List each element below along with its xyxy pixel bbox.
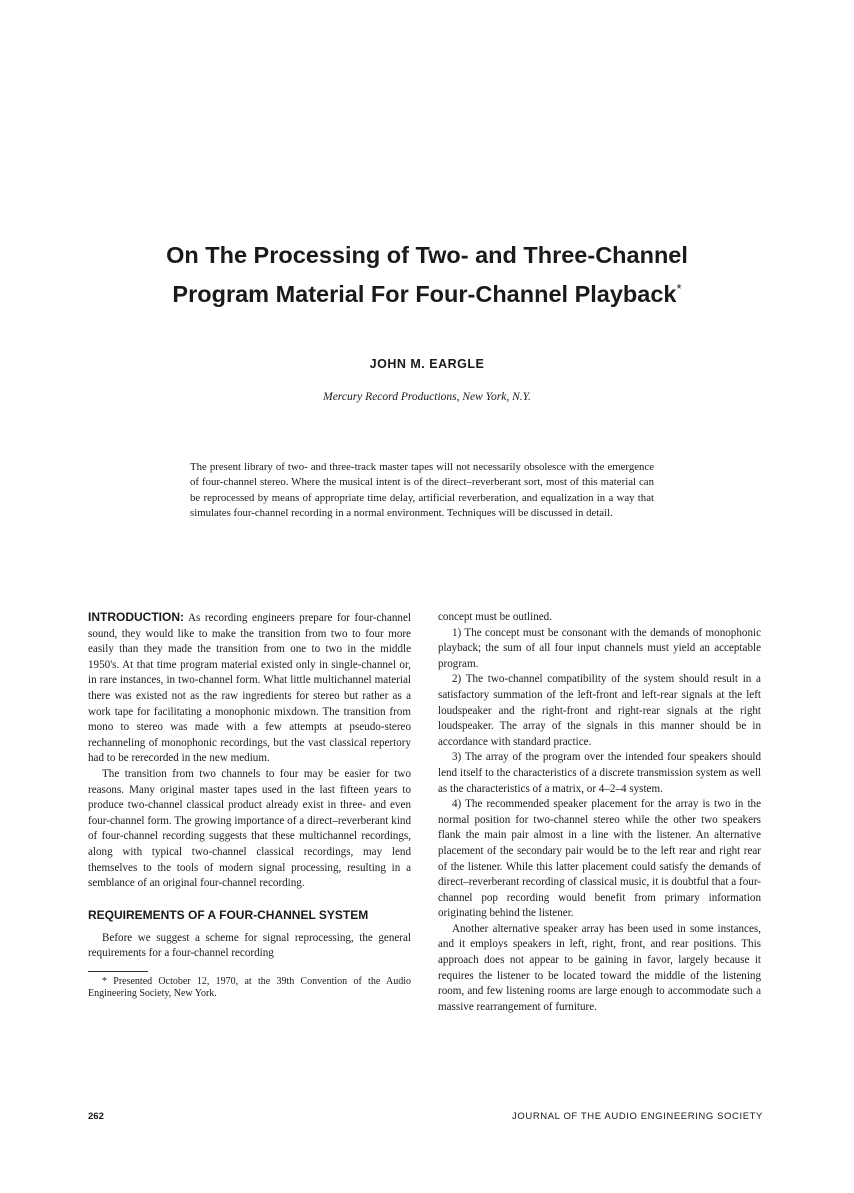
author-name: JOHN M. EARGLE: [369, 357, 485, 371]
footnote: * Presented October 12, 1970, at the 39th Convention of the Audio Engineering Society, New York.: [88, 975, 411, 1000]
page-number: 262: [88, 1111, 104, 1122]
title-line-2-text: Program Material For Four-Channel Playback: [172, 280, 677, 307]
requirement-item-1: 1) The concept must be consonant with the demands of monophonic playback; the sum of all four input channels must yield an acceptable program.: [438, 626, 761, 670]
title-footnote-mark: *: [676, 281, 682, 296]
title-line-2: [120, 272, 734, 311]
body-paragraph: concept must be outlined.: [438, 611, 552, 623]
body-paragraph: The transition from two channels to four may be easier for two reasons. Many original master tapes used in the last fifteen years to produce two-channel classical product already exist in three- and even four-channel form. The growing importance of a direct–reverberant kind of four-channel recording suggests that these multichannel recordings, along with typical two-channel classical recordings, may lend themselves to the tools of modern signal processing, resulting in a semblance of an original four-channel recording.: [88, 767, 411, 890]
title-line-1: On The Processing of Two- and Three-Channel: [166, 242, 688, 268]
journal-name: JOURNAL OF THE AUDIO ENGINEERING SOCIETY: [512, 1111, 763, 1122]
body-paragraph: Before we suggest a scheme for signal reprocessing, the general requirements for a four-channel recording: [88, 931, 411, 960]
requirement-item-2: 2) The two-channel compatibility of the system should result in a satisfactory summation of the left-front and left-rear signals at the left loudspeaker and the right-front and right-rear signals at the right loudspeaker. The array of the signals in this manner should be in accordance with standard practice.: [438, 673, 761, 748]
author-affiliation: Mercury Record Productions, New York, N.Y.: [323, 391, 531, 403]
introduction-heading: INTRODUCTION:: [88, 610, 184, 624]
introduction-paragraph: [88, 610, 411, 767]
left-column: [88, 610, 411, 1001]
body-paragraph: Another alternative speaker array has been used in some instances, and it employs speakers in left, right, front, and rear positions. This approach does not appear to be gaining in favor, largely because it requires the listener to be located toward the middle of the listening room, and few listening rooms are large enough to accommodate such a massive rearrangement of furniture.: [438, 922, 761, 1013]
abstract: The present library of two- and three-track master tapes will not necessarily obsolesce with the emergence of four-channel stereo. Where the musical intent is of the direct–reverberant sort, most of this material can be reprocessed by means of appropriate time delay, artificial reverberation, and equalization in a way that simulates four-channel recording in a normal environment. Techniques will be discussed in detail.: [190, 461, 654, 520]
footnote-rule: [88, 971, 148, 972]
article-title: [120, 238, 734, 311]
introduction-text: As recording engineers prepare for four-channel sound, they would like to make the transition from two to four more easily than they made the transition from one to two in the middle 1950's. At that time program material existed only in single-channel or, in rare instances, in two-channel form. What little multichannel material there was existed not as the raw ingredients for stereo but rather as a work tape for facilitating a monophonic mixdown. The transition from mono to stereo was made with a few attempts at pseudo-stereo rechanneling of monophonic recordings, but the vast classical repertory had to be rerecorded in the new medium.: [88, 612, 411, 765]
requirement-item-3: 3) The array of the program over the intended four speakers should lend itself to the characteristics of a discrete transmission system as well as the characteristics of a matrix, or 4–2–4 system.: [438, 751, 761, 795]
right-column: [438, 610, 761, 1015]
section-heading-requirements: REQUIREMENTS OF A FOUR-CHANNEL SYSTEM: [88, 907, 369, 922]
requirement-item-4: 4) The recommended speaker placement for the array is two in the normal position for two-channel stereo while the other two speakers flank the main pair almost in a line with the listener. An alternative placement of the secondary pair would be to the left rear and right rear of the listener. While this latter placement could satisfy the demands of direct–reverberant recording of classical music, it is doubtful that a four-channel pop recording would benefit from primary information originating behind the listener.: [438, 798, 761, 920]
